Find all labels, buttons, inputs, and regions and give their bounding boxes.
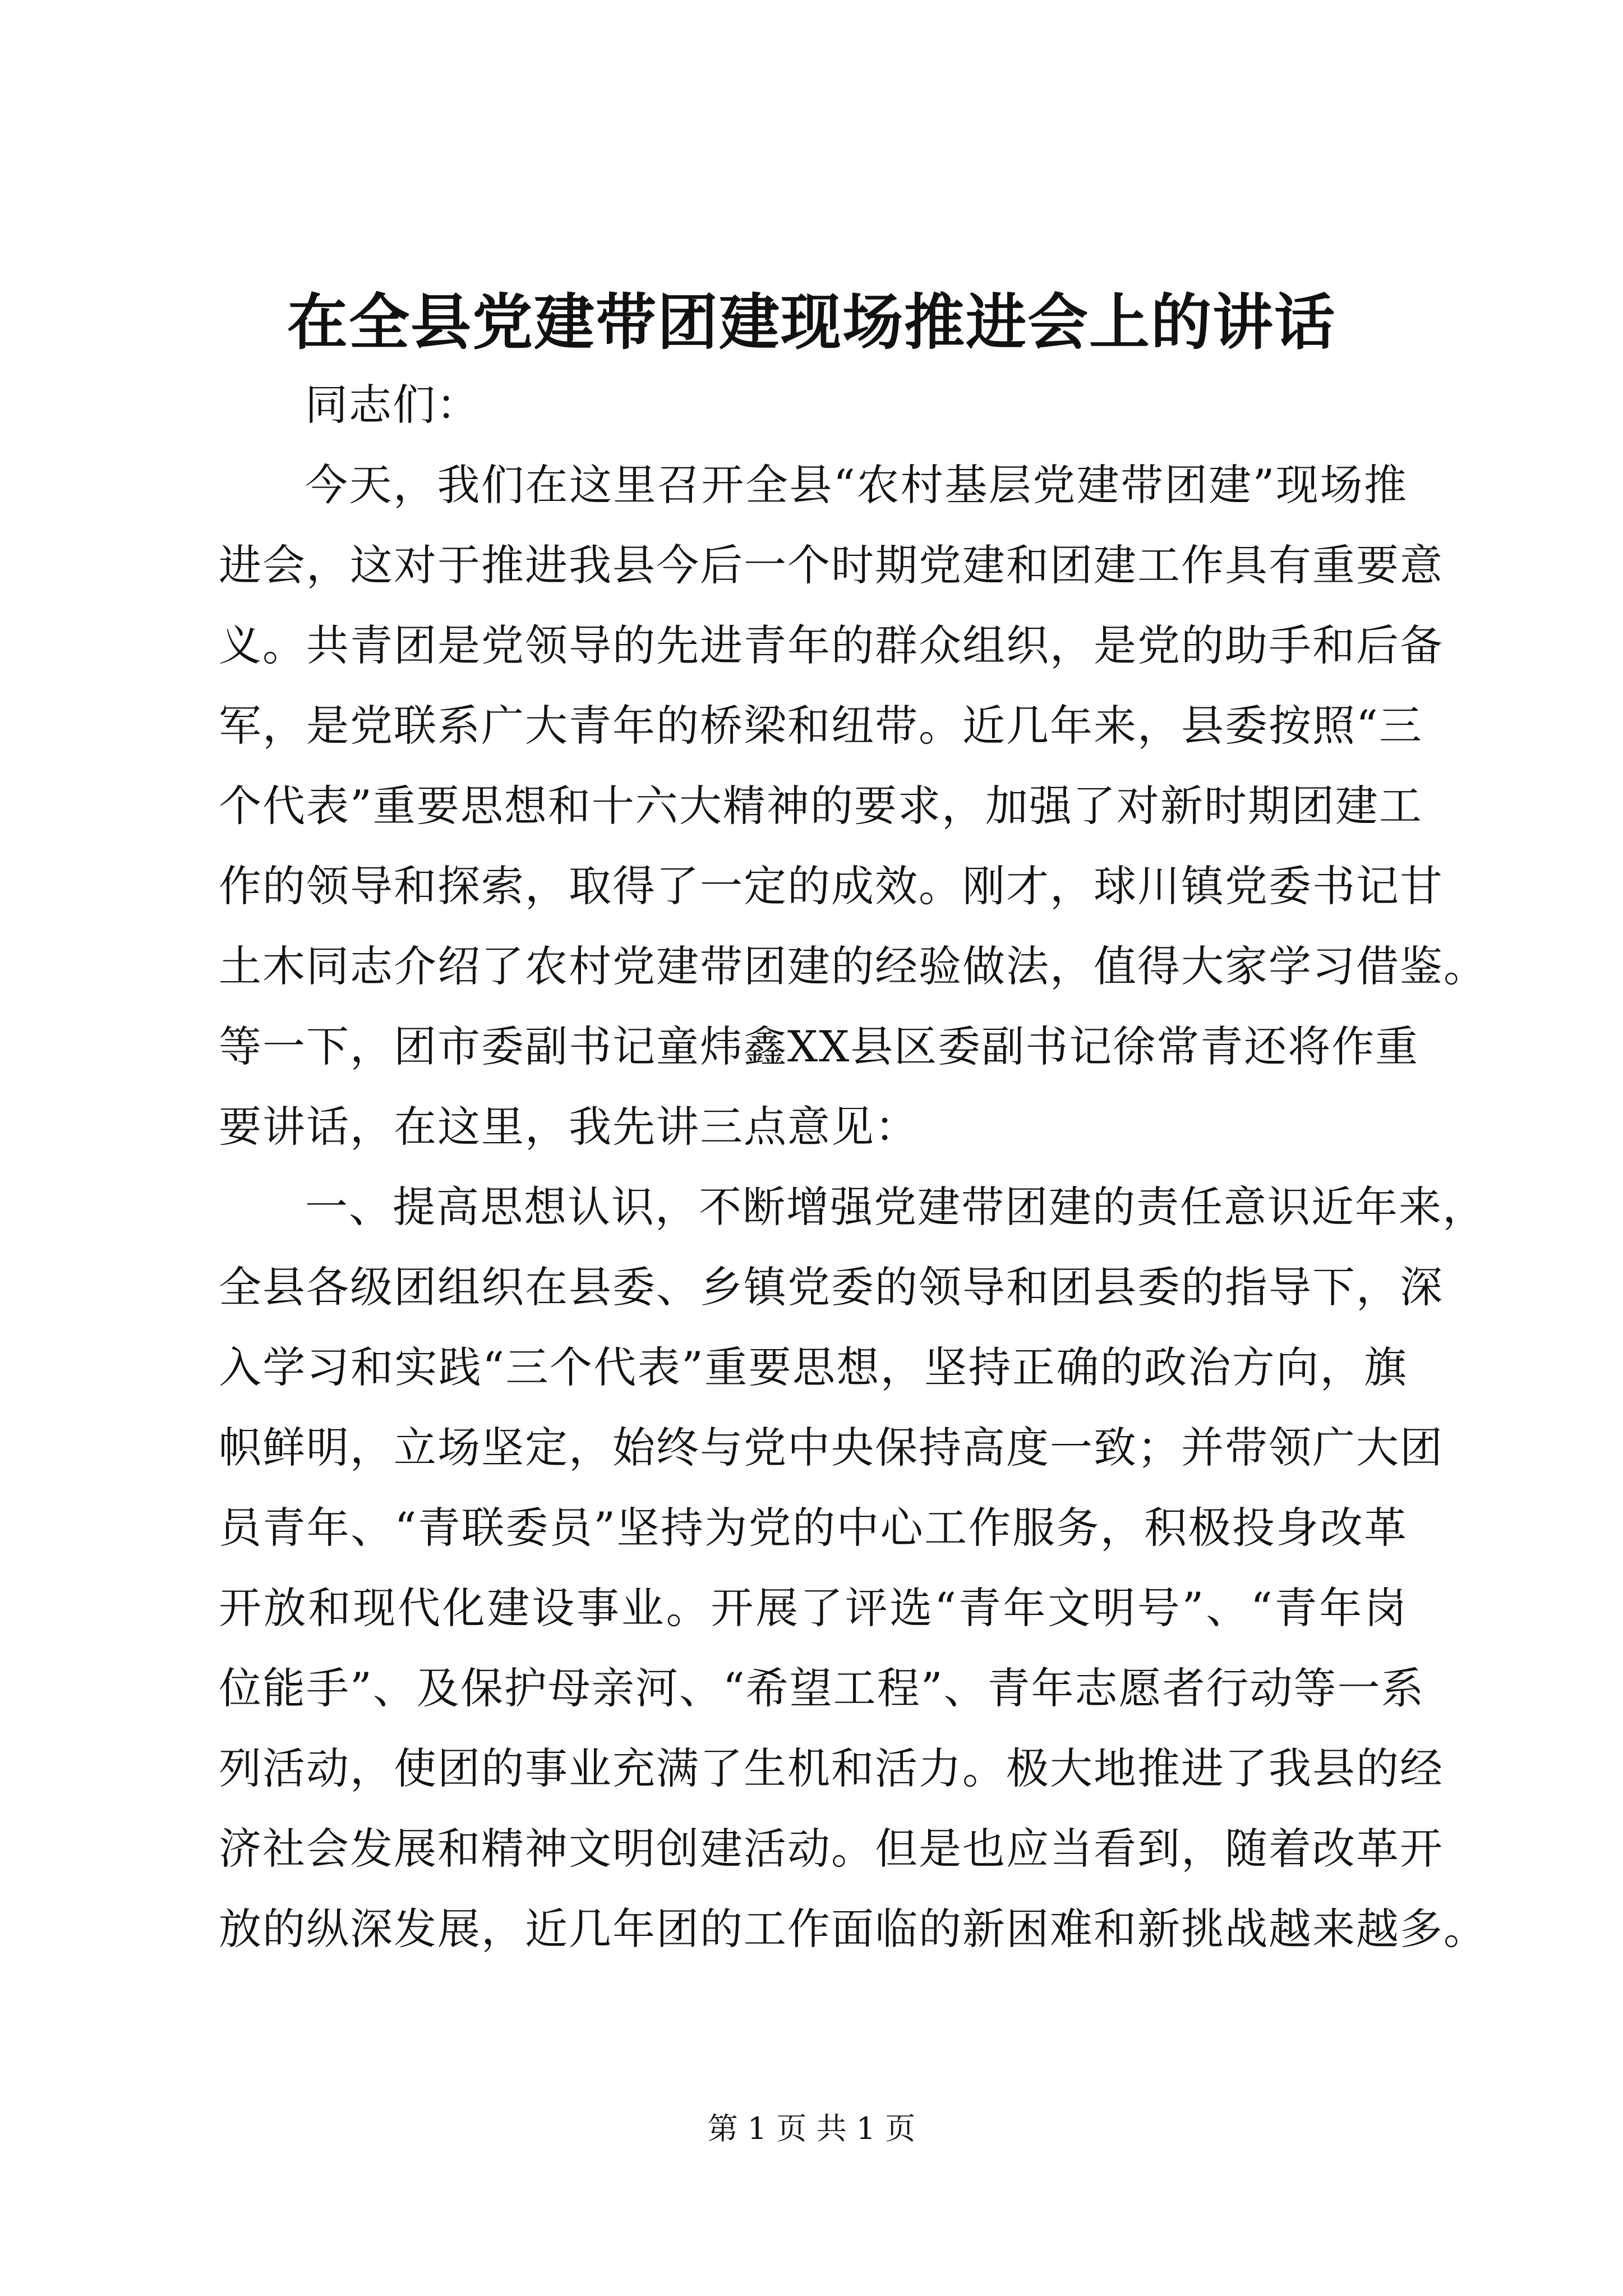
body-line: 个代表”重要思想和十六大精神的要求，加强了对新时期团建工 <box>219 781 1423 831</box>
body-line: 入学习和实践“三个代表”重要思想，坚持正确的政治方向，旗 <box>219 1342 1408 1392</box>
document-body <box>219 365 1487 1969</box>
body-line: 今天，我们在这里召开全县“农村基层党建带团建”现场推 <box>305 460 1408 510</box>
body-line: 土木同志介绍了农村党建带团建的经验做法，值得大家学习借鉴。 <box>219 941 1487 991</box>
body-line: 全县各级团组织在县委、乡镇党委的领导和团县委的指导下，深 <box>219 1262 1444 1312</box>
body-line: 位能手”、及保护母亲河、“希望工程”、青年志愿者行动等一系 <box>219 1663 1425 1713</box>
body-line: 义。共青团是党领导的先进青年的群众组织，是党的助手和后备 <box>219 620 1444 670</box>
body-line: 帜鲜明，立场坚定，始终与党中央保持高度一致；并带领广大团 <box>219 1423 1444 1473</box>
salutation-line: 同志们： <box>305 380 480 430</box>
body-line: 开放和现代化建设事业。开展了评选“青年文明号”、“青年岗 <box>219 1583 1408 1633</box>
body-line: 济社会发展和精神文明创建活动。但是也应当看到，随着改革开 <box>219 1824 1444 1874</box>
section-heading-line: 一、提高思想认识，不断增强党建带团建的责任意识近年来， <box>305 1182 1486 1232</box>
page-footer: 第 1 页 共 1 页 <box>707 2111 916 2146</box>
document-title: 在全县党建带团建现场推进会上的讲话 <box>287 287 1336 358</box>
body-line: 列活动，使团的事业充满了生机和活力。极大地推进了我县的经 <box>219 1743 1444 1793</box>
body-line: 军，是党联系广大青年的桥梁和纽带。近几年来，县委按照“三 <box>219 701 1423 751</box>
body-line: 放的纵深发展，近几年团的工作面临的新困难和新挑战越来越多。 <box>219 1904 1487 1954</box>
body-line: 员青年、“青联委员”坚持为党的中心工作服务，积极投身改革 <box>219 1503 1408 1553</box>
body-line: 作的领导和探索，取得了一定的成效。刚才，球川镇党委书记甘 <box>219 861 1444 911</box>
body-line: 等一下，团市委副书记童炜鑫XX县区委副书记徐常青还将作重 <box>219 1022 1419 1071</box>
body-line: 进会，这对于推进我县今后一个时期党建和团建工作具有重要意 <box>219 540 1444 590</box>
body-line: 要讲话，在这里，我先讲三点意见： <box>219 1102 919 1152</box>
